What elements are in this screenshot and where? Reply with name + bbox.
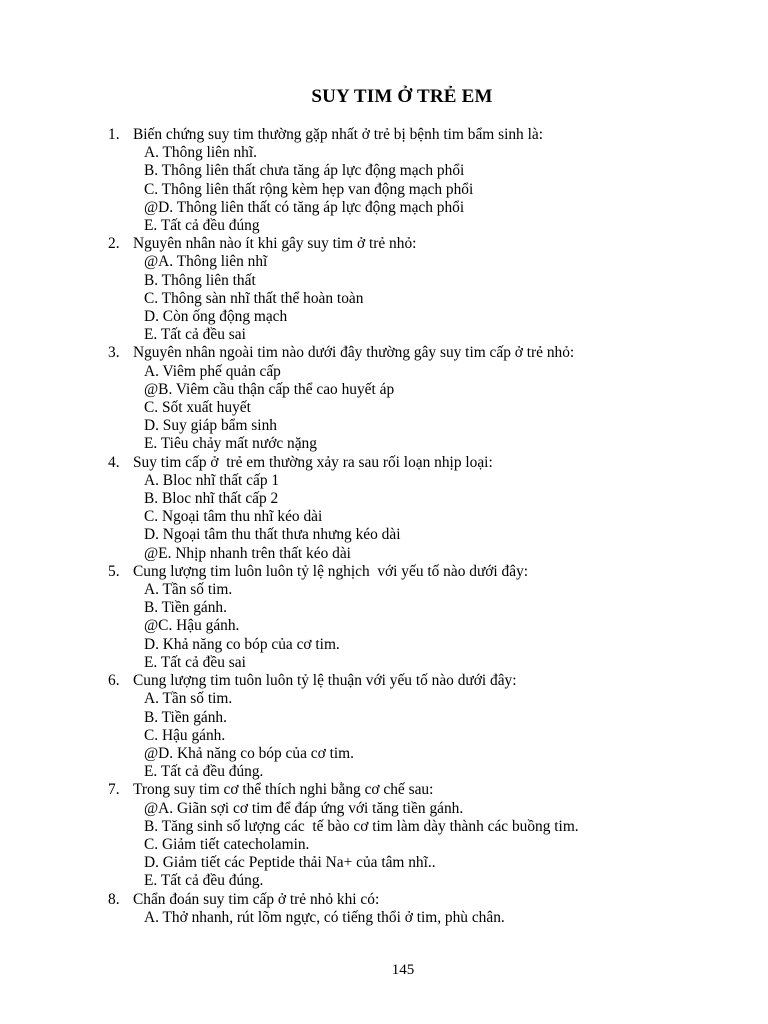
question-item [108, 781, 748, 890]
answer-option: C. Sốt xuất huyết [144, 399, 251, 417]
question-stem [108, 344, 748, 362]
answer-option: A. Thông liên nhĩ. [144, 144, 258, 162]
page-number: 145 [391, 962, 415, 978]
question-stem [108, 235, 748, 253]
question-text: Cung lượng tim luôn luôn tỷ lệ nghịch với yếu tố nào dưới đây: [133, 562, 529, 580]
question-text: Nguyên nhân nào ít khi gây suy tim ở trẻ nhỏ: [133, 235, 417, 253]
question-stem [108, 563, 748, 581]
answer-option: B. Thông liên thất chưa tăng áp lực động mạch phổi [144, 162, 465, 180]
question-number: 1. [108, 126, 120, 143]
question-list [108, 126, 748, 927]
answer-option: D. Suy giáp bẩm sinh [144, 417, 277, 435]
answer-option: B. Thông liên thất [144, 271, 256, 289]
answer-option: @A. Giãn sợi cơ tim để đáp ứng với tăng tiền gánh. [144, 799, 464, 817]
answer-option: @B. Viêm cầu thận cấp thể cao huyết áp [144, 380, 395, 398]
answer-option: C. Hậu gánh. [144, 726, 226, 744]
answer-option: @D. Khả năng co bóp của cơ tim. [144, 744, 354, 762]
answer-option: @A. Thông liên nhĩ [144, 253, 268, 271]
answer-option: A. Bloc nhĩ thất cấp 1 [144, 471, 280, 489]
question-number: 5. [108, 562, 120, 580]
answer-option: C. Thông sàn nhĩ thất thể hoàn toàn [144, 289, 364, 307]
answer-option: E. Tất cả đều đúng. [144, 763, 264, 781]
answer-option: E. Tiêu chảy mất nước nặng [144, 435, 317, 453]
question-text: Chẩn đoán suy tim cấp ở trẻ nhỏ khi có: [133, 890, 380, 908]
question-item [108, 672, 748, 781]
question-text: Trong suy tim cơ thể thích nghi bằng cơ chế sau: [133, 781, 434, 799]
question-item [108, 235, 748, 344]
answer-option: B. Tiền gánh. [144, 708, 227, 726]
answer-option: B. Bloc nhĩ thất cấp 2 [144, 490, 279, 508]
answer-option: C. Giảm tiết catecholamin. [144, 835, 310, 853]
question-item [108, 891, 748, 927]
answer-option: E. Tất cả đều sai [144, 653, 246, 671]
page-title: SUY TIM Ở TRẺ EM [311, 86, 493, 107]
question-stem [108, 126, 748, 144]
answer-option: D. Giảm tiết các Peptide thải Na+ của tâm nhĩ.. [144, 854, 436, 872]
answer-option: D. Khả năng co bóp của cơ tim. [144, 635, 340, 653]
question-text: Nguyên nhân ngoài tim nào dưới đây thường gây suy tim cấp ở trẻ nhỏ: [133, 344, 575, 362]
answer-option: E. Tất cả đều đúng. [144, 872, 264, 890]
question-number: 8. [108, 890, 120, 908]
question-item [108, 126, 748, 235]
answer-option: B. Tăng sinh số lượng các tế bào cơ tim làm dày thành các buồng tim. [144, 817, 579, 835]
question-stem [108, 891, 748, 909]
answer-option: E. Tất cả đều đúng [144, 217, 260, 235]
question-number: 6. [108, 672, 120, 690]
question-stem [108, 672, 748, 690]
answer-option: E. Tất cả đều sai [144, 326, 246, 344]
question-number: 7. [108, 781, 120, 799]
answer-option: B. Tiền gánh. [144, 599, 227, 617]
answer-option: A. Viêm phế quản cấp [144, 362, 281, 380]
question-item [108, 344, 748, 453]
question-number: 4. [108, 453, 120, 471]
answer-option: D. Còn ống động mạch [144, 308, 288, 326]
question-number: 2. [108, 235, 120, 253]
question-text: Biến chứng suy tim thường gặp nhất ở trẻ bị bệnh tim bẩm sinh là: [133, 126, 543, 143]
answer-option: A. Tần số tim. [144, 690, 233, 708]
answer-option: A. Tần số tim. [144, 581, 233, 599]
answer-option: C. Thông liên thất rộng kèm hẹp van động mạch phổi [144, 180, 474, 198]
question-text: Cung lượng tim tuôn luôn tỷ lệ thuận với yếu tố nào dưới đây: [133, 672, 517, 690]
question-item [108, 563, 748, 672]
question-stem [108, 781, 748, 799]
question-number: 3. [108, 344, 120, 362]
answer-option: @E. Nhịp nhanh trên thất kéo dài [144, 544, 351, 562]
question-item [108, 454, 748, 563]
question-stem [108, 454, 748, 472]
question-text: Suy tim cấp ở trẻ em thường xảy ra sau rối loạn nhịp loại: [133, 453, 493, 471]
answer-option: A. Thở nhanh, rút lõm ngực, có tiếng thổi ở tim, phù chân. [144, 908, 505, 926]
answer-option: C. Ngoại tâm thu nhĩ kéo dài [144, 508, 323, 526]
answer-option: @D. Thông liên thất có tăng áp lực động mạch phổi [144, 198, 465, 216]
answer-option: D. Ngoại tâm thu thất thưa nhưng kéo dài [144, 526, 401, 544]
answer-option: @C. Hậu gánh. [144, 617, 240, 635]
